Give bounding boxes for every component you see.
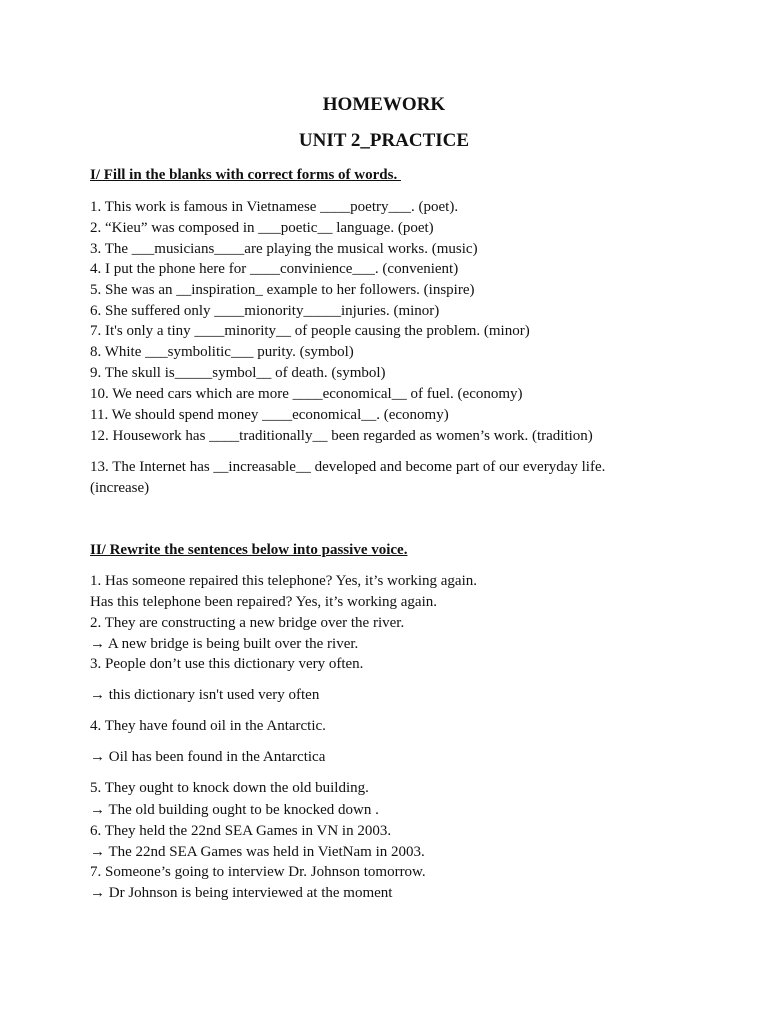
page-subtitle: UNIT 2_PRACTICE — [298, 130, 470, 151]
section-1-heading: I/ Fill in the blanks with correct forms of words. — [90, 167, 401, 183]
rewrite-line: 3. People don’t use this dictionary very often. — [90, 656, 364, 672]
rewrite-line: → Dr Johnson is being interviewed at the moment — [90, 885, 393, 901]
rewrite-line: 6. They held the 22nd SEA Games in VN in 2003. — [90, 823, 392, 839]
rewrite-line: → this dictionary isn't used very often — [90, 687, 320, 703]
exercise-item: 13. The Internet has __increasable__ developed and become part of our everyday life. — [90, 459, 606, 475]
exercise-item: 6. She suffered only ____mionority_____injuries. (minor) — [90, 303, 440, 319]
rewrite-line: → The old building ought to be knocked down . — [90, 802, 379, 818]
exercise-item: 4. I put the phone here for ____convinience___. (convenient) — [90, 261, 459, 277]
rewrite-line: 5. They ought to knock down the old building. — [90, 780, 369, 796]
exercise-item: 8. White ___symbolitic___ purity. (symbol) — [90, 344, 354, 360]
exercise-item: 3. The ___musicians____are playing the musical works. (music) — [90, 241, 478, 257]
rewrite-line: 1. Has someone repaired this telephone? Yes, it’s working again. — [90, 573, 478, 589]
exercise-item: 11. We should spend money ____economical__. (economy) — [90, 407, 449, 423]
exercise-item: 10. We need cars which are more ____economical__ of fuel. (economy) — [90, 386, 523, 402]
rewrite-line: → A new bridge is being built over the river. — [90, 636, 359, 652]
section-2-heading: II/ Rewrite the sentences below into passive voice. — [90, 542, 408, 558]
exercise-item: 2. “Kieu” was composed in ___poetic__ language. (poet) — [90, 220, 434, 236]
rewrite-line: 2. They are constructing a new bridge over the river. — [90, 615, 405, 631]
exercise-item: 7. It's only a tiny ____minority__ of people causing the problem. (minor) — [90, 323, 530, 339]
rewrite-line: → The 22nd SEA Games was held in VietNam in 2003. — [90, 844, 425, 860]
exercise-item: 9. The skull is_____symbol__ of death. (symbol) — [90, 365, 386, 381]
exercise-item: 12. Housework has ____traditionally__ been regarded as women’s work. (tradition) — [90, 428, 593, 444]
exercise-item: 5. She was an __inspiration_ example to her followers. (inspire) — [90, 282, 475, 298]
page-title: HOMEWORK — [322, 94, 446, 115]
rewrite-line: Has this telephone been repaired? Yes, it’s working again. — [90, 594, 437, 610]
rewrite-line: 4. They have found oil in the Antarctic. — [90, 718, 326, 734]
rewrite-line: 7. Someone’s going to interview Dr. Johnson tomorrow. — [90, 864, 426, 880]
exercise-item: 1. This work is famous in Vietnamese ____poetry___. (poet). — [90, 199, 459, 215]
rewrite-line: → Oil has been found in the Antarctica — [90, 749, 326, 765]
exercise-item-continuation: (increase) — [90, 480, 150, 496]
